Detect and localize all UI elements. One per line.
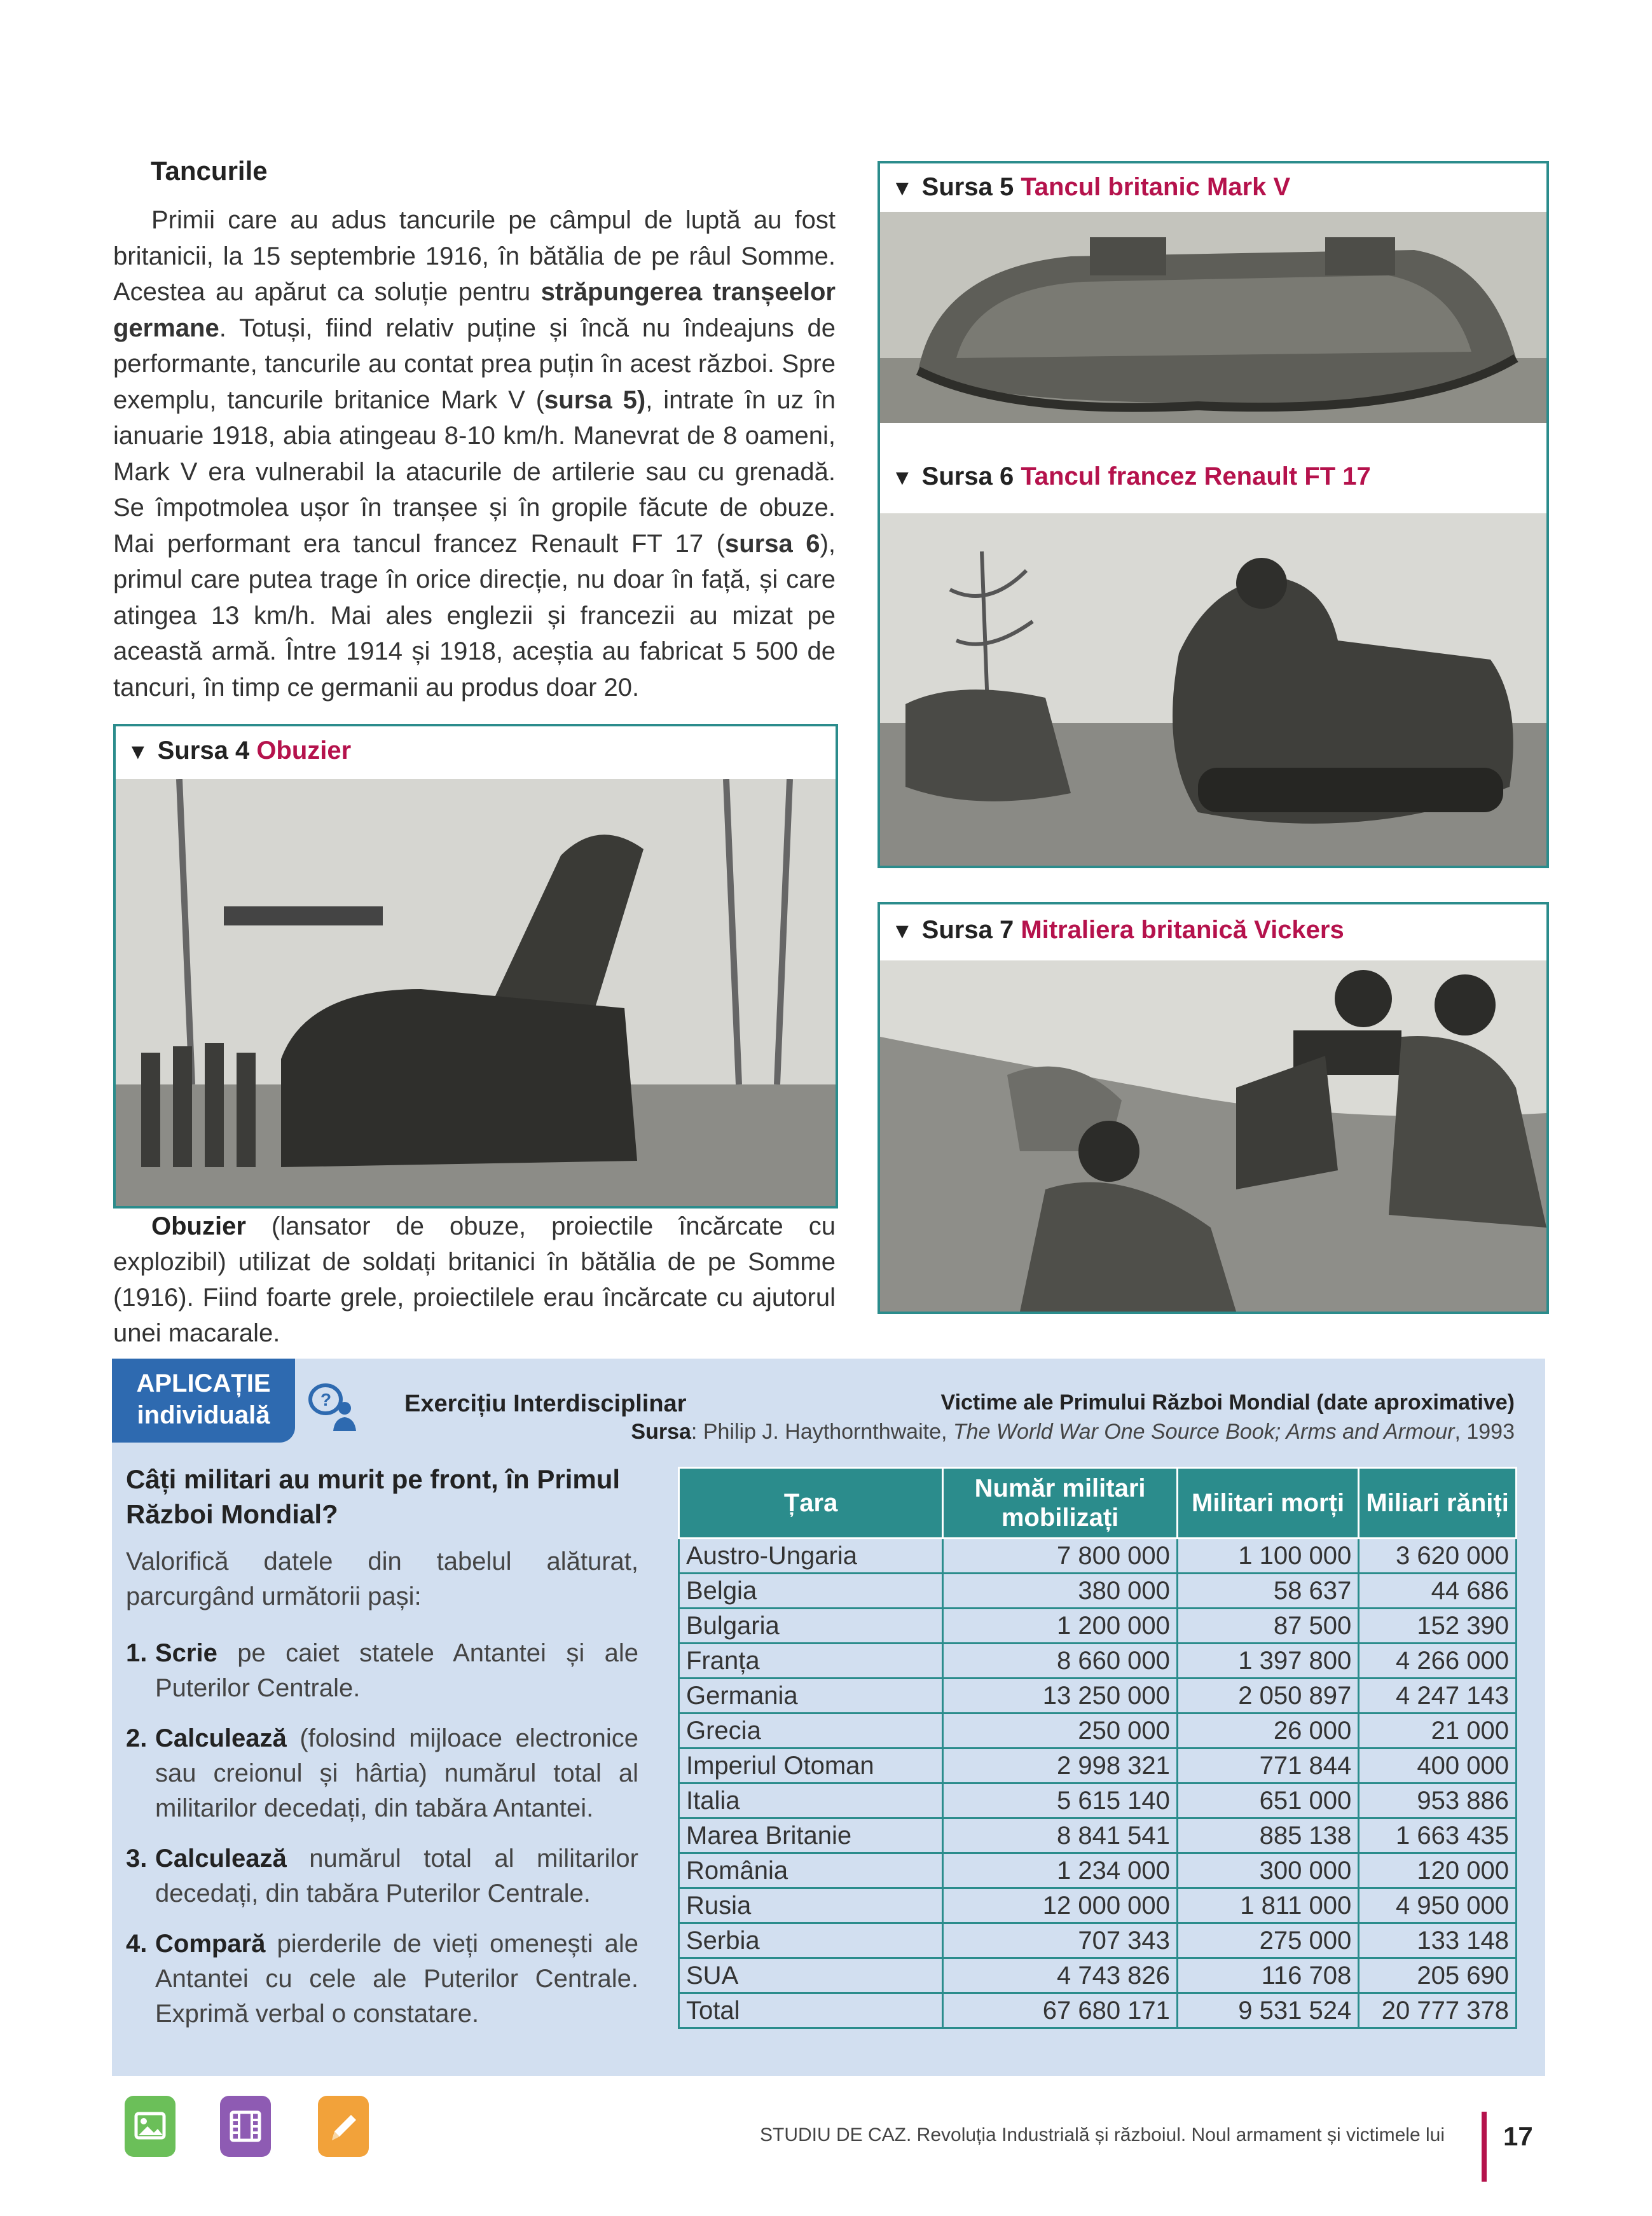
cell-mobilized: 8 841 541 — [943, 1818, 1178, 1853]
cell-country: Serbia — [679, 1923, 943, 1958]
step-4-verb: Compară — [155, 1930, 266, 1958]
cell-country: România — [679, 1853, 943, 1888]
col-header-wounded: Miliari răniți — [1359, 1468, 1517, 1539]
para-text-1: Primii care au adus tancurile pe câmpul de luptă au fost britanicii, la 15 septembrie 1916, în bătălia de pe râul Somme. Acestea au apărut ca soluție pentru — [113, 206, 836, 306]
step-2-verb: Calculează — [155, 1724, 287, 1752]
table-row — [679, 1539, 1517, 1574]
cell-country: Total — [679, 1993, 943, 2028]
step-3-number: 3. — [126, 1845, 148, 1873]
cell-country: Austro-Ungaria — [679, 1539, 943, 1574]
para-text-2: . Totuși, fiind relativ puține și încă nu îndeajuns de performante, tancurile au contat prea puțin în acest război. Spre exemplu, tancurile britanice Mark V ( — [113, 314, 836, 414]
source-5-heading: ▼ Sursa 5 Tancul britanic Mark V — [891, 173, 1291, 201]
cell-mobilized: 4 743 826 — [943, 1958, 1178, 1993]
cell-mobilized: 2 998 321 — [943, 1749, 1178, 1783]
cell-mobilized: 5 615 140 — [943, 1783, 1178, 1818]
casualties-table — [678, 1467, 1517, 2029]
cell-country: Rusia — [679, 1888, 943, 1923]
table-row — [679, 1749, 1517, 1783]
table-row — [679, 1818, 1517, 1853]
table-body — [679, 1539, 1517, 2028]
cell-mobilized: 13 250 000 — [943, 1679, 1178, 1714]
cell-country: Grecia — [679, 1714, 943, 1749]
table-row — [679, 1958, 1517, 1993]
step-4-text: pierderile de vieți omenești ale Antantei cu cele ale Puterilor Centrale. Exprimă verbal o constatare. — [155, 1930, 638, 2028]
cell-wounded: 205 690 — [1359, 1958, 1517, 1993]
cell-wounded: 953 886 — [1359, 1783, 1517, 1818]
source-4-heading: ▼ Sursa 4 Obuzier — [127, 737, 352, 765]
application-steps — [126, 1636, 638, 2047]
cell-wounded: 4 266 000 — [1359, 1644, 1517, 1679]
table-row — [679, 1679, 1517, 1714]
cell-mobilized: 707 343 — [943, 1923, 1178, 1958]
cell-country: Italia — [679, 1783, 943, 1818]
svg-text:?: ? — [320, 1390, 332, 1409]
source-4-label: Sursa 4 — [157, 737, 250, 765]
step-1-text: pe caiet statele Antantei și ale Puterilor Centrale. — [155, 1639, 638, 1702]
image-icon — [125, 2096, 176, 2157]
vickers-machine-gun-photo — [880, 960, 1546, 1312]
source-7-label: Sursa 7 — [921, 916, 1014, 944]
step-2-number: 2. — [126, 1724, 148, 1752]
source-7-heading: ▼ Sursa 7 Mitraliera britanică Vickers — [891, 916, 1344, 944]
step-3-text: numărul total al militarilor decedați, din tabăra Puterilor Centrale. — [155, 1845, 638, 1908]
cell-mobilized: 1 200 000 — [943, 1609, 1178, 1644]
step-1 — [126, 1636, 638, 1706]
cell-dead: 116 708 — [1177, 1958, 1358, 1993]
para-bold-3: sursa 6 — [725, 529, 820, 558]
mark-v-tank-photo — [880, 212, 1546, 423]
badge-line-1: APLICAȚIE — [136, 1369, 271, 1397]
howitzer-photo — [116, 779, 836, 1206]
cell-dead: 87 500 — [1177, 1609, 1358, 1644]
image-button[interactable] — [125, 2096, 176, 2157]
cell-country: Franța — [679, 1644, 943, 1679]
col-header-mobilized: Număr militari mobilizați — [943, 1468, 1178, 1539]
cell-wounded: 1 663 435 — [1359, 1818, 1517, 1853]
table-row — [679, 1783, 1517, 1818]
table-source-author: : Philip J. Haythornthwaite, — [691, 1420, 953, 1444]
cell-dead: 9 531 524 — [1177, 1993, 1358, 2028]
source-6-heading: ▼ Sursa 6 Tancul francez Renault FT 17 — [891, 462, 1371, 490]
source-6-label: Sursa 6 — [921, 462, 1014, 490]
cell-dead: 651 000 — [1177, 1783, 1358, 1818]
page-number: 17 — [1503, 2121, 1533, 2151]
table-source — [631, 1420, 1515, 1444]
col-header-country: Țara — [679, 1468, 943, 1539]
para-bold-2: sursa 5) — [544, 385, 646, 414]
source-6-title: Tancul francez Renault FT 17 — [1021, 462, 1371, 490]
step-4-number: 4. — [126, 1930, 148, 1958]
footer-chapter-text: STUDIU DE CAZ. Revoluția Industrială și războiul. Noul armament și victimele lui — [759, 2124, 1445, 2145]
application-intro: Valorifică datele din tabelul alăturat, parcurgând următorii pași: — [126, 1548, 638, 1610]
pencil-button[interactable] — [318, 2096, 369, 2157]
film-button[interactable] — [220, 2096, 271, 2157]
cell-country: Belgia — [679, 1574, 943, 1609]
cell-wounded: 152 390 — [1359, 1609, 1517, 1644]
para-text-3: , intrate în uz în ianuarie 1918, abia atingeau 8-10 km/h. Manevrat de 8 oameni, Mark V era vulnerabil la atacurile de artilerie sau cu grenadă. Se împotmolea ușor în tranșee și în gropile făcute de obuze. Mai performant era tancul francez Renault FT 17 ( — [113, 385, 836, 558]
cell-wounded: 21 000 — [1359, 1714, 1517, 1749]
section-heading: Tancurile — [151, 156, 268, 186]
cell-wounded: 44 686 — [1359, 1574, 1517, 1609]
table-header-row — [679, 1468, 1517, 1539]
para-bold-1: străpungerea tranșeelor germane — [113, 278, 836, 342]
cell-mobilized: 7 800 000 — [943, 1539, 1178, 1574]
film-icon — [220, 2096, 271, 2157]
table-source-year: , 1993 — [1454, 1420, 1515, 1444]
cell-country: Marea Britanie — [679, 1818, 943, 1853]
col-header-dead: Militari morți — [1177, 1468, 1358, 1539]
table-row — [679, 1644, 1517, 1679]
footer-divider — [1482, 2112, 1487, 2182]
table-row — [679, 1993, 1517, 2028]
badge-line-2: individuală — [137, 1401, 270, 1429]
table-source-label: Sursa — [631, 1420, 691, 1444]
cell-mobilized: 12 000 000 — [943, 1888, 1178, 1923]
step-1-verb: Scrie — [155, 1639, 217, 1667]
cell-wounded: 4 950 000 — [1359, 1888, 1517, 1923]
cell-country: Bulgaria — [679, 1609, 943, 1644]
step-2-text: (folosind mijloace electronice sau creionul și hârtia) numărul total al militarilor decedați, din tabăra Antantei. — [155, 1724, 638, 1822]
caption-bold: Obuzier — [151, 1212, 246, 1240]
step-1-number: 1. — [126, 1639, 148, 1667]
cell-dead: 1 100 000 — [1177, 1539, 1358, 1574]
table-row — [679, 1853, 1517, 1888]
cell-wounded: 3 620 000 — [1359, 1539, 1517, 1574]
table-row — [679, 1923, 1517, 1958]
step-2 — [126, 1721, 638, 1826]
cell-wounded: 133 148 — [1359, 1923, 1517, 1958]
cell-dead: 1 397 800 — [1177, 1644, 1358, 1679]
para-text-4: ), primul care putea trage în orice direcție, nu doar în față, și care atingea 13 km/h. Mai ales englezii și francezii au mizat pe această armă. Între 1914 și 1918, aceștia au fabricat 5 500 de tancuri, în timp ce germanii au produs doar 20. — [113, 529, 836, 702]
step-3 — [126, 1841, 638, 1911]
cell-dead: 1 811 000 — [1177, 1888, 1358, 1923]
table-row — [679, 1574, 1517, 1609]
application-badge — [112, 1359, 295, 1443]
caption-text: (lansator de obuze, proiectile încărcate cu explozibil) utilizat de soldați britanici în bătălia de pe Somme (1916). Fiind foarte grele, proiectilele erau încărcate cu ajutorul unei macarale. — [113, 1212, 836, 1347]
cell-mobilized: 8 660 000 — [943, 1644, 1178, 1679]
source-5-label: Sursa 5 — [921, 173, 1014, 201]
cell-dead: 26 000 — [1177, 1714, 1358, 1749]
table-row — [679, 1609, 1517, 1644]
cell-mobilized: 380 000 — [943, 1574, 1178, 1609]
howitzer-caption — [113, 1208, 836, 1351]
table-row — [679, 1714, 1517, 1749]
cell-dead: 275 000 — [1177, 1923, 1358, 1958]
source-5-title: Tancul britanic Mark V — [1021, 173, 1291, 201]
table-row — [679, 1888, 1517, 1923]
cell-dead: 300 000 — [1177, 1853, 1358, 1888]
cell-wounded: 400 000 — [1359, 1749, 1517, 1783]
renault-ft17-photo — [880, 513, 1546, 866]
exercise-title: Exercițiu Interdisciplinar — [404, 1390, 687, 1417]
step-3-verb: Calculează — [155, 1845, 287, 1873]
source-7-title: Mitraliera britanică Vickers — [1021, 916, 1344, 944]
body-paragraph — [113, 202, 836, 705]
step-4 — [126, 1927, 638, 2032]
cell-wounded: 120 000 — [1359, 1853, 1517, 1888]
cell-country: SUA — [679, 1958, 943, 1993]
table-source-book: The World War One Source Book; Arms and Armour — [953, 1420, 1455, 1444]
cell-dead: 885 138 — [1177, 1818, 1358, 1853]
cell-country: Imperiul Otoman — [679, 1749, 943, 1783]
cell-mobilized: 67 680 171 — [943, 1993, 1178, 2028]
cell-mobilized: 250 000 — [943, 1714, 1178, 1749]
interdisciplinary-icon — [305, 1382, 362, 1432]
application-question: Câți militari au murit pe front, în Primul Război Mondial? — [126, 1464, 621, 1529]
cell-country: Germania — [679, 1679, 943, 1714]
cell-dead: 2 050 897 — [1177, 1679, 1358, 1714]
cell-mobilized: 1 234 000 — [943, 1853, 1178, 1888]
cell-wounded: 4 247 143 — [1359, 1679, 1517, 1714]
cell-dead: 771 844 — [1177, 1749, 1358, 1783]
pencil-icon — [318, 2096, 369, 2157]
cell-dead: 58 637 — [1177, 1574, 1358, 1609]
cell-wounded: 20 777 378 — [1359, 1993, 1517, 2028]
table-title: Victime ale Primului Război Mondial (date aproximative) — [940, 1390, 1515, 1415]
source-4-title: Obuzier — [256, 737, 352, 765]
